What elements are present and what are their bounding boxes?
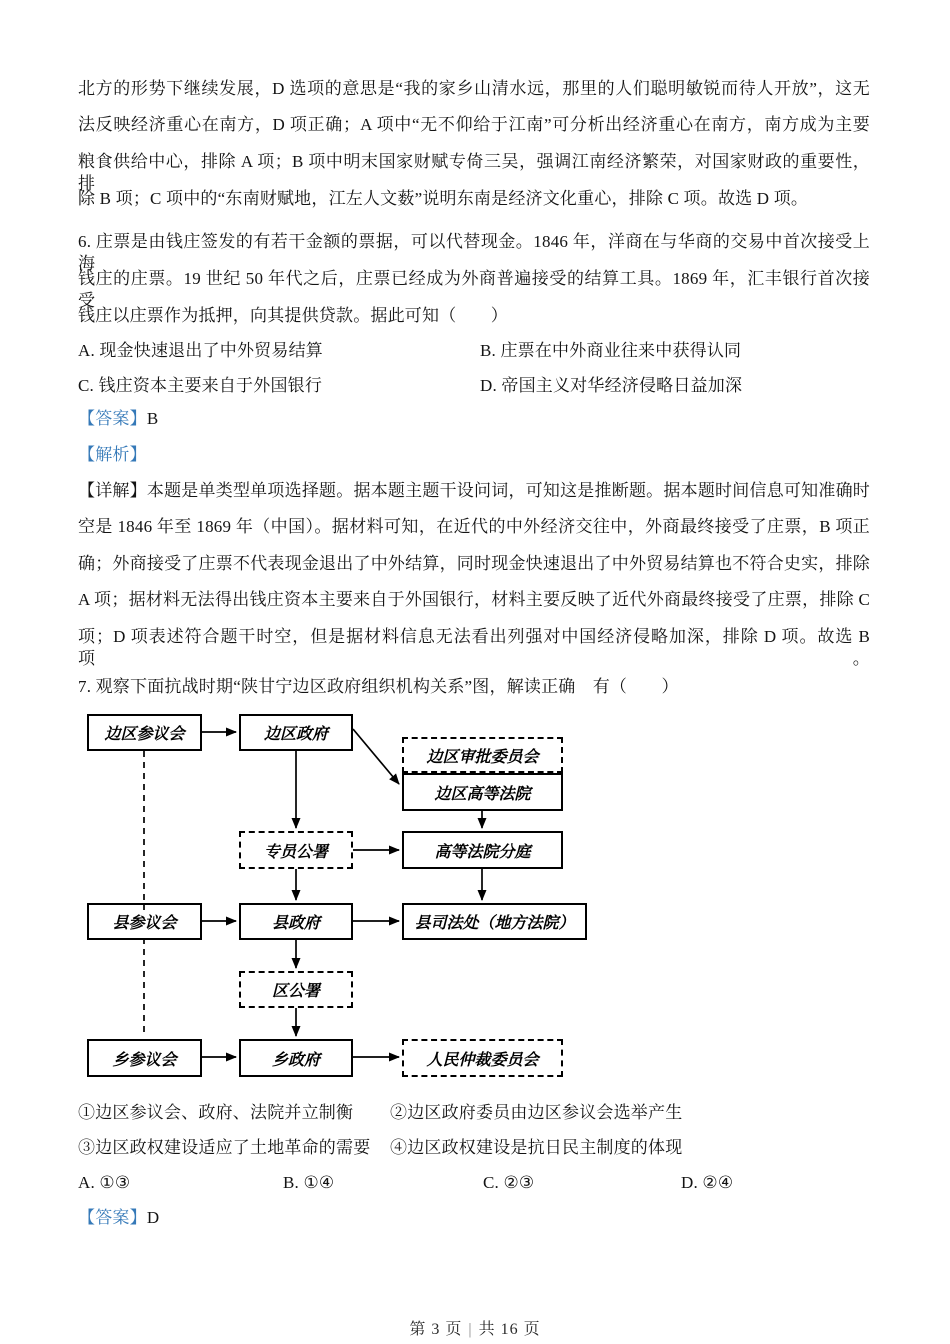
detail-6-line-5: 项；D 项表述符合题干时空，但是据材料信息无法看出列强对中国经济侵略加深，排除 D 项。故选 B 项。	[78, 627, 870, 669]
footer-page-number: 第 3 页	[409, 1321, 463, 1338]
detail-6-line-1: 【详解】本题是单类型单项选择题。据本题主题干设问词，可知这是推断题。据本题时间信息可知准确时	[78, 481, 870, 500]
org-node-shenpi-weiyuanhui	[402, 737, 563, 773]
org-node-renmin-zhongcai	[402, 1039, 563, 1077]
footer-total-pages: 共 16 页	[478, 1321, 541, 1338]
org-node-xian-canyihui	[87, 903, 202, 940]
org-node-label: 边区参议会	[101, 721, 187, 744]
question-7-option-c: C. ②③	[483, 1173, 535, 1192]
question-6-option-c: C. 钱庄资本主要来自于外国银行	[78, 376, 323, 395]
org-node-fayuan-fenting	[402, 831, 563, 869]
org-node-gaodeng-fayuan	[402, 773, 563, 811]
question-7-option-a: A. ①③	[78, 1173, 131, 1192]
detail-6-line-2: 空是 1846 年至 1869 年（中国）。据材料可知，在近代的中外经济交往中，外商最终接受了庄票，B 项正	[78, 517, 870, 536]
org-node-label: 县参议会	[109, 910, 179, 933]
explanation-5-line-1: 北方的形势下继续发展，D 选项的意思是“我的家乡山清水远，那里的人们聪明敏锐而待人开放”，这无	[78, 79, 870, 98]
org-node-bianqu-zhengfu	[239, 714, 353, 751]
org-node-xian-zhengfu	[239, 903, 353, 940]
org-node-label: 乡参议会	[109, 1047, 179, 1070]
question-7-statement-4: ④边区政权建设是抗日民主制度的体现	[390, 1138, 683, 1157]
org-node-qu-gongshu	[239, 971, 353, 1008]
question-6-option-b: B. 庄票在中外商业往来中获得认同	[480, 341, 742, 360]
footer-separator: |	[468, 1321, 473, 1338]
question-6-stem-line-1: 6. 庄票是由钱庄签发的有若干金额的票据，可以代替现金。1846 年，洋商在与华商的交易中首次接受上海	[78, 232, 870, 274]
answer-7-line: 【答案】D	[78, 1208, 160, 1227]
org-node-bianqu-canyihui	[87, 714, 202, 751]
explanation-5-line-4: 除 B 项；C 项中的“东南财赋地，江左人文薮”说明东南是经济文化重心，排除 C 项。故选 D 项。	[78, 189, 809, 208]
question-7-statement-3: ③边区政权建设适应了土地革命的需要	[78, 1138, 371, 1157]
arrow-connector	[353, 729, 399, 784]
org-node-label: 边区政府	[261, 721, 331, 744]
org-node-label: 专员公署	[261, 839, 331, 862]
question-7-option-d: D. ②④	[681, 1173, 734, 1192]
org-node-zhuanyuan-gongshu	[239, 831, 353, 869]
analysis-6-label: 【解析】	[78, 445, 147, 464]
detail-6-line-3: 确；外商接受了庄票不代表现金退出了中外结算，同时现金快速退出了中外贸易结算也不符合史实，排除	[78, 554, 870, 573]
question-6-stem-line-2: 钱庄的庄票。19 世纪 50 年代之后，庄票已经成为外商普遍接受的结算工具。1869 年，汇丰银行首次接受	[78, 269, 870, 311]
org-node-label: 高等法院分庭	[431, 839, 533, 862]
org-node-xian-sifachu	[402, 903, 587, 940]
question-6-option-d: D. 帝国主义对华经济侵略日益加深	[480, 376, 743, 395]
question-7-stem: 7. 观察下面抗战时期“陕甘宁边区政府组织机构关系”图，解读正确 有（ ）	[78, 677, 679, 696]
org-node-label: 边区高等法院	[431, 781, 533, 804]
org-node-label: 县司法处（地方法院）	[411, 910, 577, 933]
answer-6-line: 【答案】B	[78, 409, 159, 428]
detail-6-line-4: A 项；据材料无法得出钱庄资本主要来自于外国银行，材料主要反映了近代外商最终接受了庄票，排除 C	[78, 590, 870, 609]
org-node-label: 边区审批委员会	[423, 744, 541, 767]
org-node-label: 区公署	[269, 978, 323, 1001]
question-6-option-a: A. 现金快速退出了中外贸易结算	[78, 341, 323, 360]
explanation-5-line-3: 粮食供给中心，排除 A 项；B 项中明末国家财赋专倚三吴，强调江南经济繁荣，对国家财政的重要性，排	[78, 152, 870, 194]
org-node-xiang-canyihui	[87, 1039, 202, 1077]
question-7-option-b: B. ①④	[283, 1173, 335, 1192]
org-node-label: 人民仲裁委员会	[423, 1047, 541, 1070]
org-node-xiang-zhengfu	[239, 1039, 353, 1077]
question-6-stem-line-3: 钱庄以庄票作为抵押，向其提供贷款。据此可知（ ）	[78, 306, 508, 325]
org-node-label: 县政府	[269, 910, 323, 933]
explanation-5-line-2: 法反映经济重心在南方，D 项正确；A 项中“无不仰给于江南”可分析出经济重心在南方，南方成为主要	[78, 115, 870, 134]
question-7-statement-1: ①边区参议会、政府、法院并立制衡	[78, 1103, 354, 1122]
org-node-label: 乡政府	[269, 1047, 323, 1070]
question-7-statement-2: ②边区政府委员由边区参议会选举产生	[390, 1103, 683, 1122]
